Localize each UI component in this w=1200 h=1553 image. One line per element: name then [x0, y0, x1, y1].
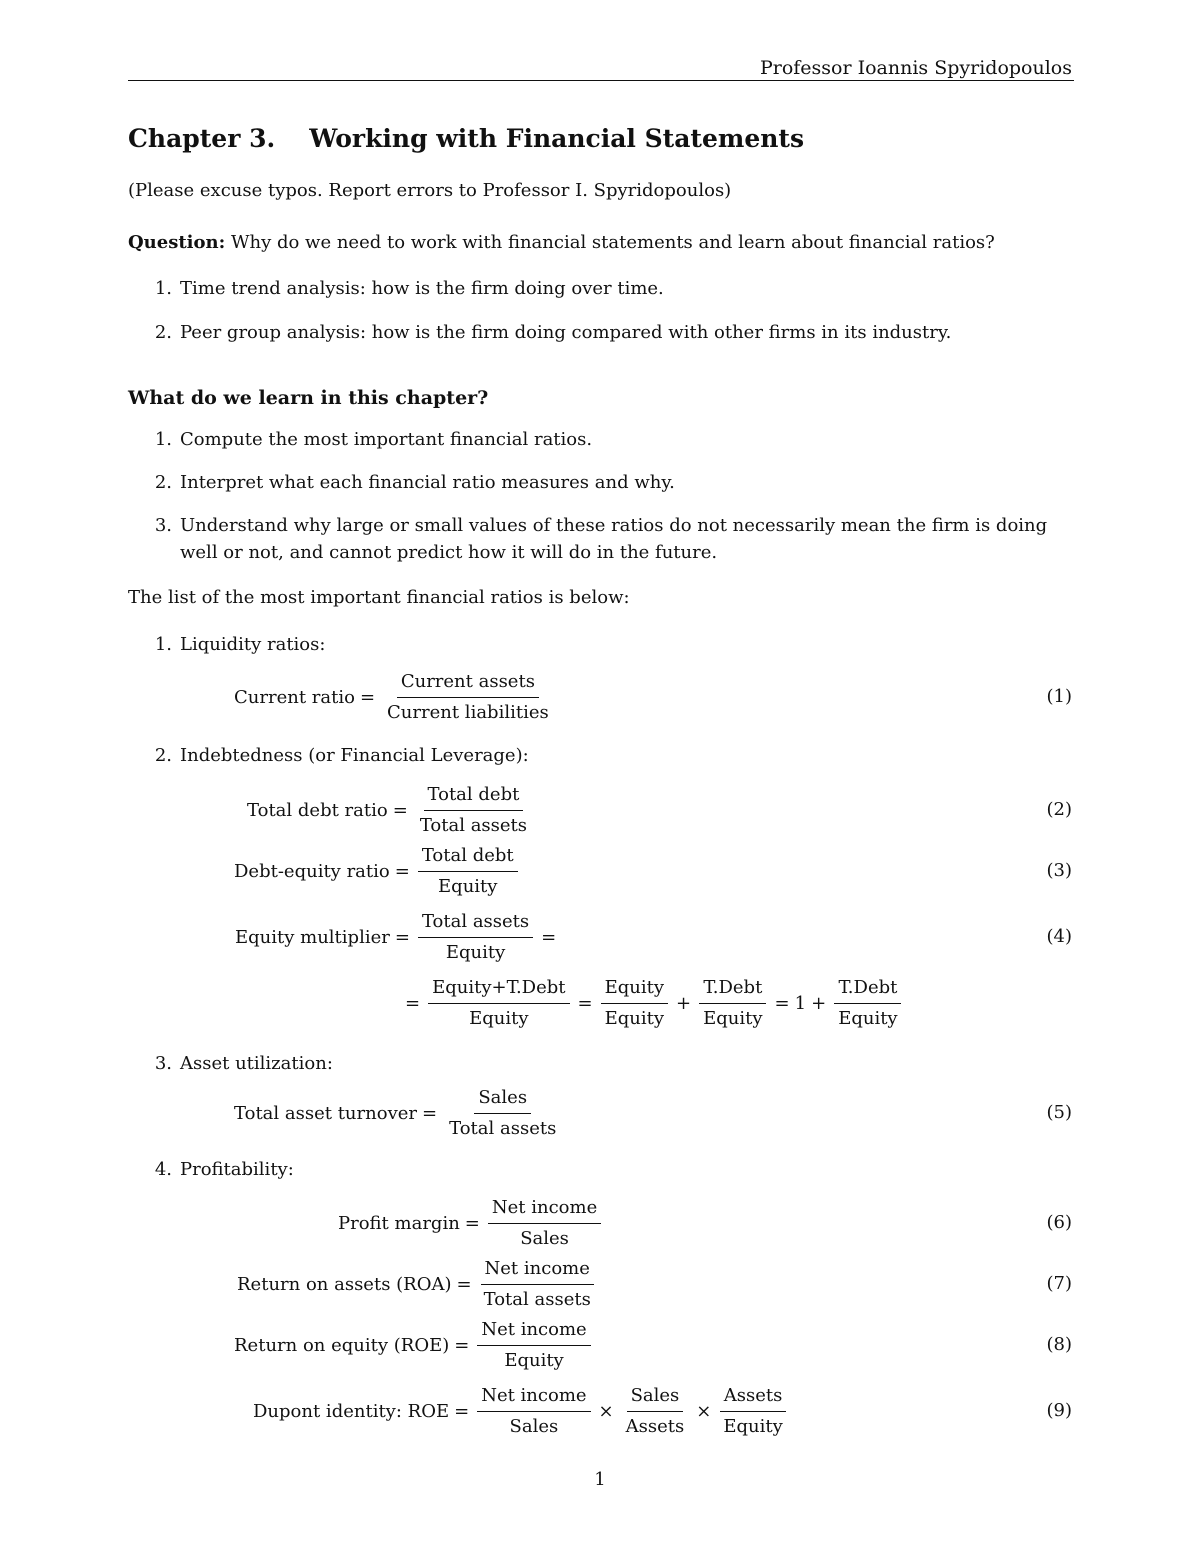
fraction: $\frac{\text{Assets}}{\text{Equity}}$ — [719, 1384, 786, 1439]
equation-number: (2) — [1046, 799, 1072, 820]
equation-total-asset-turnover: Total asset turnover = $\frac{\text{Sales}}{\text{Total assets}}$ — [234, 1086, 563, 1141]
section-label: 4. Profitability: — [154, 1159, 294, 1180]
equation-total-debt-ratio: Total debt ratio = $\frac{\text{Total debt}}{\text{Total assets}}$ — [247, 783, 534, 838]
equation-current-ratio: Current ratio = $\frac{\text{Current assets}}{\text{Current liabilities}}$ — [234, 670, 556, 725]
fraction: $\frac{\text{Total assets}}{\text{Equity}}$ — [418, 910, 533, 965]
equation-number: (6) — [1046, 1212, 1072, 1233]
equation-profit-margin: Profit margin = $\frac{\text{Net income}}{\text{Sales}}$ — [338, 1196, 604, 1251]
equation-number: (7) — [1046, 1273, 1072, 1294]
fraction: $\frac{\text{T.Debt}}{\text{Equity}}$ — [699, 976, 766, 1031]
list-item: 3. Understand why large or small values of these ratios do not necessarily mean the firm is doing — [154, 515, 1048, 536]
equation-roe: Return on equity (ROE) = $\frac{\text{Net income}}{\text{Equity}}$ — [234, 1318, 594, 1373]
list-item: 2. Interpret what each financial ratio measures and why. — [154, 472, 675, 493]
fraction: $\frac{\text{Equity}}{\text{Equity}}$ — [601, 976, 668, 1031]
chapter-number: Chapter 3. — [128, 124, 276, 153]
fraction: $\frac{\text{Sales}}{\text{Total assets}}$ — [449, 1087, 557, 1139]
equation-number: (3) — [1046, 860, 1072, 881]
equation-roa: Return on assets (ROA) = $\frac{\text{Net income}}{\text{Total assets}}$ — [237, 1257, 598, 1312]
equation-number: (9) — [1046, 1400, 1072, 1421]
question-text: Why do we need to work with financial statements and learn about financial ratios? — [230, 232, 995, 253]
question-label: Question: — [128, 232, 226, 253]
header-rule — [128, 80, 1074, 81]
list-item: 1. Time trend analysis: how is the firm doing over time. — [154, 278, 664, 299]
section-heading: What do we learn in this chapter? — [128, 387, 489, 409]
equation-dupont-identity: Dupont identity: ROE = $\frac{\text{Net income}}{\text{Sales}}$ × $\frac{\text{Sales}}{\text{Assets}}$ × $\frac{\text{Assets}}{\text{Equity}}$ — [253, 1384, 790, 1439]
running-header: Professor Ioannis Spyridopoulos — [759, 57, 1072, 79]
fraction: $\frac{\text{Total debt}}{\text{Total assets}}$ — [419, 784, 528, 836]
fraction: $\frac{\text{T.Debt}}{\text{Equity}}$ — [834, 976, 901, 1031]
section-label: 3. Asset utilization: — [154, 1053, 333, 1074]
errata-note: (Please excuse typos. Report errors to Professor I. Spyridopoulos) — [128, 180, 732, 201]
equation-number: (1) — [1046, 686, 1072, 707]
fraction: $\frac{\text{Net income}}{\text{Equity}}$ — [477, 1318, 590, 1373]
equation-equity-multiplier: Equity multiplier = $\frac{\text{Total assets}}{\text{Equity}}$ = — [235, 911, 557, 963]
list-item: 2. Peer group analysis: how is the firm doing compared with other firms in its industry. — [154, 322, 952, 343]
fraction: $\frac{\text{Net income}}{\text{Sales}}$ — [488, 1196, 601, 1251]
fraction: $\frac{\text{Total debt}}{\text{Equity}}$ — [418, 844, 518, 899]
list-item-continuation: well or not, and cannot predict how it will do in the future. — [180, 542, 718, 563]
list-item: 1. Compute the most important financial ratios. — [154, 429, 593, 450]
page-number: 1 — [594, 1469, 606, 1490]
equation-equity-multiplier-expanded: = $\frac{\text{Equity+T.Debt}}{\text{Equity}}$ = $\frac{\text{Equity}}{\text{Equity}}$ + $\frac{\text{T.Debt}}{\text{Equity}}$ = 1 + $\frac{\text{T.Debt}}{\text{Equity}}$ — [400, 976, 905, 1031]
question-paragraph — [128, 232, 995, 253]
list-intro: The list of the most important financial ratios is below: — [128, 587, 630, 608]
chapter-title — [128, 124, 804, 153]
equation-number: (5) — [1046, 1102, 1072, 1123]
fraction: $\frac{\text{Current assets}}{\text{Current liabilities}}$ — [387, 671, 549, 723]
fraction: $\frac{\text{Net income}}{\text{Sales}}$ — [477, 1384, 590, 1439]
chapter-name: Working with Financial Statements — [309, 124, 805, 153]
equation-debt-equity-ratio: Debt-equity ratio = $\frac{\text{Total debt}}{\text{Equity}}$ — [234, 844, 521, 899]
fraction: $\frac{\text{Equity+T.Debt}}{\text{Equity}}$ — [428, 976, 569, 1031]
fraction: $\frac{\text{Sales}}{\text{Assets}}$ — [625, 1385, 685, 1437]
equation-number: (8) — [1046, 1334, 1072, 1355]
fraction: $\frac{\text{Net income}}{\text{Total assets}}$ — [480, 1257, 595, 1312]
section-label: 2. Indebtedness (or Financial Leverage): — [154, 745, 529, 766]
section-label: 1. Liquidity ratios: — [154, 634, 326, 655]
equation-number: (4) — [1046, 926, 1072, 947]
